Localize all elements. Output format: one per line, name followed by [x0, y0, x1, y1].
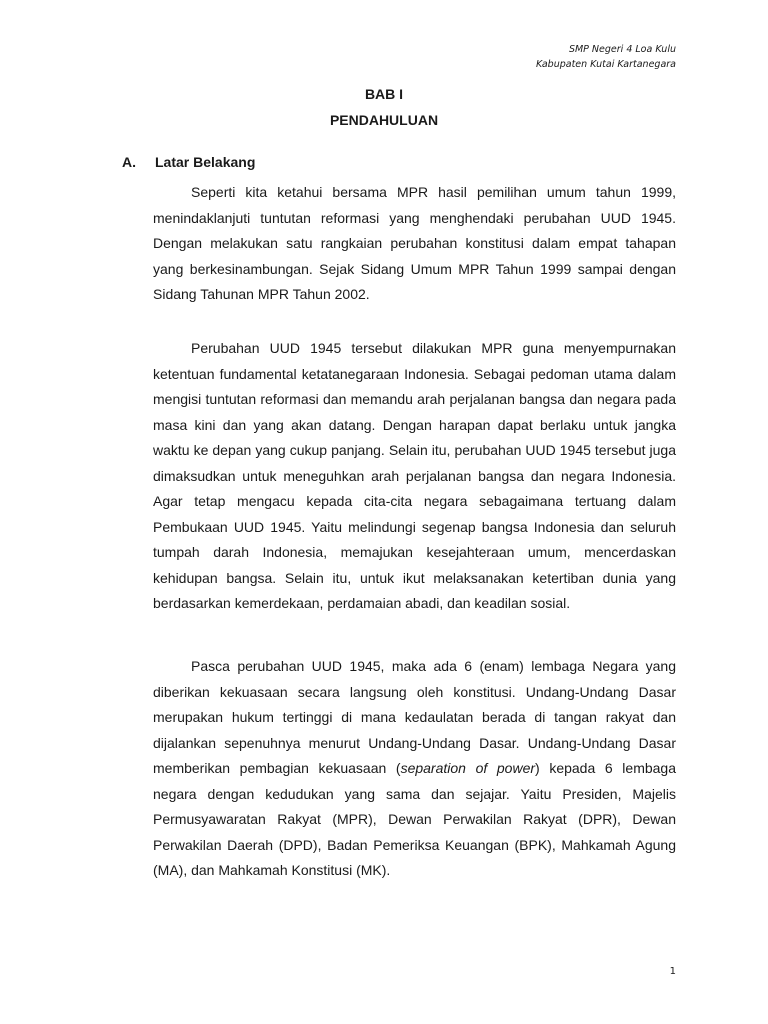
header-regency-name: Kabupaten Kutai Kartanegara: [535, 59, 676, 70]
section-letter: A.: [122, 154, 136, 170]
section-title: Latar Belakang: [155, 154, 256, 170]
paragraph-2: Perubahan UUD 1945 tersebut dilakukan MPR guna menyempurnakan ketentuan fundamental ketatanegaraan Indonesia. Sebagai pedoman utama dalam mengisi tuntutan reformasi dan memandu arah perjalanan bangsa dan negara pada masa kini dan yang akan datang. Dengan harapan dapat berlaku untuk jangka waktu ke depan yang cukup panjang. Selain itu, perubahan UUD 1945 tersebut juga dimaksudkan untuk meneguhkan arah perjalanan bangsa dan negara Indonesia. Agar tetap mengacu kepada cita-cita negara sebagaimana tertuang dalam Pembukaan UUD 1945. Yaitu melindungi segenap bangsa Indonesia dan seluruh tumpah darah Indonesia, memajukan kesejahteraan umum, mencerdaskan kehidupan bangsa. Selain itu, untuk ikut melaksanakan ketertiban dunia yang berdasarkan kemerdekaan, perdamaian abadi, dan keadilan sosial.: [153, 340, 676, 611]
header-school-name: SMP Negeri 4 Loa Kulu: [568, 44, 676, 55]
paragraph-3: [153, 654, 676, 884]
paragraph-3-text-b: ) kepada 6 lembaga negara dengan kedudukan yang sama dan sejajar. Yaitu Presiden, Majelis Permusyawaratan Rakyat (MPR), Dewan Perwakilan Rakyat (DPR), Dewan Perwakilan Daerah (DPD), Badan Pemeriksa Keuangan (BPK), Mahkamah Agung (MA), dan Mahkamah Konstitusi (MK).: [153, 760, 676, 878]
paragraph-1: Seperti kita ketahui bersama MPR hasil pemilihan umum tahun 1999, menindaklanjuti tuntutan reformasi yang menghendaki perubahan UUD 1945. Dengan melakukan satu rangkaian perubahan konstitusi dalam empat tahapan yang berkesinambungan. Sejak Sidang Umum MPR Tahun 1999 sampai dengan Sidang Tahunan MPR Tahun 2002.: [153, 184, 676, 302]
chapter-number: BAB I: [364, 86, 404, 102]
paragraph-3-text-a: Pasca perubahan UUD 1945, maka ada 6 (enam) lembaga Negara yang diberikan kekuasaan secara langsung oleh konstitusi. Undang-Undang Dasar merupakan hukum tertinggi di mana kedaulatan berada di tangan rakyat dan dijalankan sepenuhnya menurut Undang-Undang Dasar. Undang-Undang Dasar memberikan pembagian kekuasaan (: [153, 658, 676, 776]
section-heading: [122, 154, 255, 170]
paragraph-3-italic-term: separation of power: [400, 760, 536, 776]
page-number: 1: [669, 966, 676, 977]
chapter-title: PENDAHULUAN: [329, 112, 439, 128]
page-header: [536, 42, 676, 72]
